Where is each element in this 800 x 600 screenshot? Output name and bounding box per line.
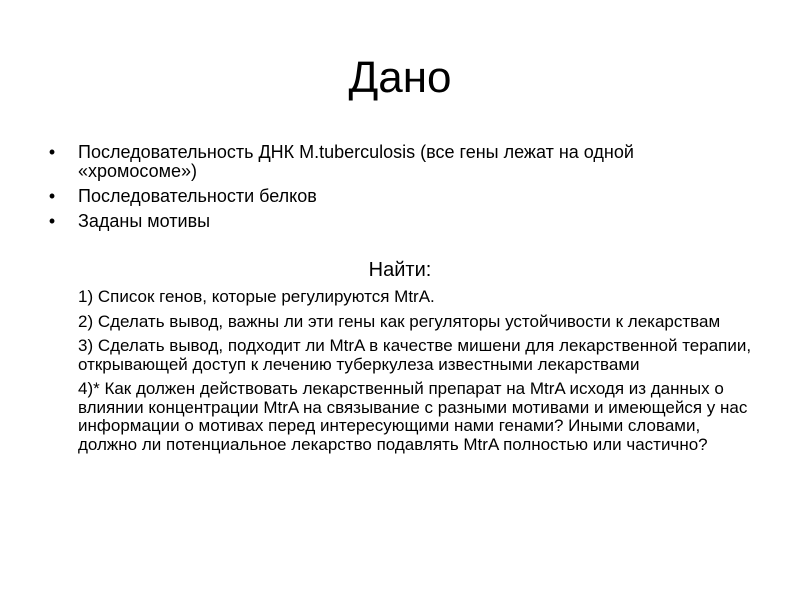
bullet-icon: • <box>48 186 56 206</box>
given-item-text: Последовательность ДНК M.tuberculosis (все гены лежат на одной «хромосоме») <box>78 142 634 181</box>
task-item: 1) Список генов, которые регулируются MtrA. <box>78 287 435 306</box>
slide-title: Дано <box>348 53 452 102</box>
given-list <box>44 143 734 237</box>
task-list <box>78 288 758 460</box>
bullet-icon: • <box>48 142 56 162</box>
given-item-text: Заданы мотивы <box>78 211 211 231</box>
given-item <box>44 143 734 181</box>
task-item: 4)* Как должен действовать лекарственный препарат на MtrA исходя из данных о влиянии концентрации MtrA на связывание с разными мотивами и имеющейся у нас информации о мотивах перед интересующими нами генами? Иными словами, должно ли потенциальное лекарство подавлять MtrA полностью или частично? <box>78 379 748 454</box>
given-item <box>44 187 734 206</box>
find-subtitle: Найти: <box>368 259 432 281</box>
task-item: 2) Сделать вывод, важны ли эти гены как регуляторы устойчивости к лекарствам <box>78 311 721 331</box>
task-item: 3) Сделать вывод, подходит ли MtrA в качестве мишени для лекарственной терапии, открывающей доступ к лечению туберкулеза известными лекарствами <box>78 336 752 374</box>
given-item-text: Последовательности белков <box>78 186 317 206</box>
bullet-icon: • <box>48 211 56 231</box>
given-item <box>44 212 734 231</box>
